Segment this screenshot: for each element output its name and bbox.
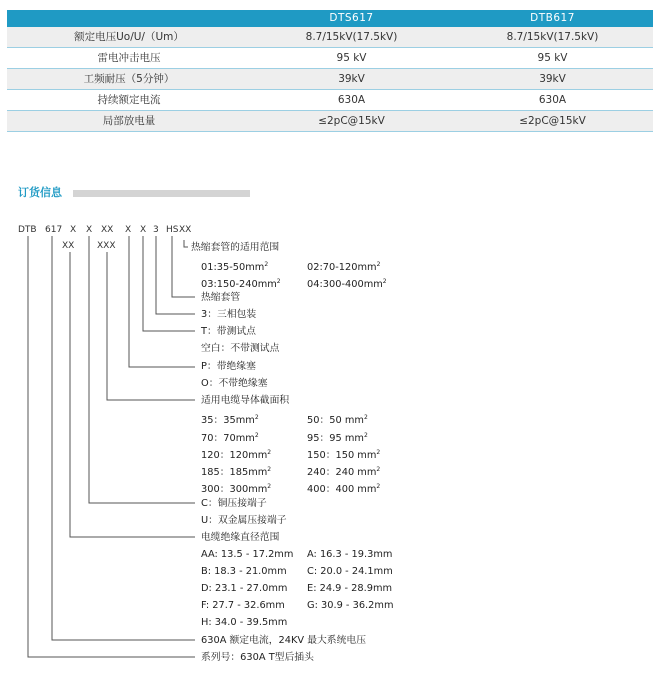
cross-section-item: 95：95 $mm^2$ xyxy=(307,432,368,444)
sleeve-range-03: $03:150-240mm^2$ xyxy=(201,278,281,290)
cross-section-item: 120：$120mm^2$ xyxy=(201,449,272,461)
dts-value: ≤2pC@15kV xyxy=(318,115,385,127)
param-cell: 局部放电量 xyxy=(102,115,156,127)
order-info-title: 订货信息 xyxy=(18,186,62,199)
insulation-range-item: A: 16.3 - 19.3mm xyxy=(307,549,393,560)
dts-value: 39kV xyxy=(338,73,365,85)
with-plug-label: P：带绝缘塞 xyxy=(201,361,256,372)
code-token-section: XX xyxy=(101,225,114,235)
test-point-label: T：带测试点 xyxy=(201,326,256,337)
sleeve-range-title: 热缩套管的适用范围 xyxy=(191,242,280,253)
insulation-range-item: C: 20.0 - 24.1mm xyxy=(307,566,393,577)
cross-section-title: 适用电缆导体截面积 xyxy=(201,395,290,406)
no-plug-label: O：不带绝缘塞 xyxy=(201,378,268,389)
dtb-value: 8.7/15kV(17.5kV) xyxy=(506,31,599,43)
three-phase-label: 3：三相包装 xyxy=(201,309,257,320)
param-cell: 额定电压Uo/U/（Um） xyxy=(74,31,184,43)
dtb-value: ≤2pC@15kV xyxy=(519,115,586,127)
code-token-series: DTB xyxy=(18,225,37,235)
sleeve-range-04: $04:300-400mm^2$ xyxy=(307,278,387,290)
code-token-hs: HS xyxy=(166,225,179,235)
param-cell: 工频耐压（5分钟） xyxy=(83,73,175,85)
insulation-range-item: F: 27.7 - 32.6mm xyxy=(201,600,285,611)
insulation-range-item: E: 24.9 - 28.9mm xyxy=(307,583,393,594)
cross-section-item: 70：$70mm^2$ xyxy=(201,432,259,444)
cross-section-item: 185：$185mm^2$ xyxy=(201,466,272,478)
insulation-range-title: 电缆绝缘直径范围 xyxy=(201,532,280,543)
cross-section-item: 50：50 $mm^2$ xyxy=(307,414,368,426)
cross-section-item: 400：400 $mm^2$ xyxy=(307,483,381,495)
param-cell: 持续额定电流 xyxy=(97,94,161,106)
code-token-model: 617 xyxy=(45,225,63,235)
code-token-plug: X xyxy=(125,225,132,235)
sleeve-range-01: $01:35-50mm^2$ xyxy=(201,261,269,273)
cross-section-item: 240：240 $mm^2$ xyxy=(307,466,381,478)
no-test-point-label: 空白：不带测试点 xyxy=(201,343,280,354)
dts-value: 8.7/15kV(17.5kV) xyxy=(305,31,398,43)
header-dtb617: DTB617 xyxy=(530,12,575,24)
header-dts617: DTS617 xyxy=(329,12,374,24)
insulation-range-item: H: 34.0 - 39.5mm xyxy=(201,617,288,628)
copper-lug-label: C：铜压接端子 xyxy=(201,498,267,509)
rated-current-label: 630A 额定电流，24KV 最大系统电压 xyxy=(201,635,366,646)
sleeve-range-02: $02:70-120mm^2$ xyxy=(307,261,381,273)
code-subtoken-section: XXX xyxy=(97,241,116,251)
dtb-value: 95 kV xyxy=(537,52,568,64)
insulation-range-item: B: 18.3 - 21.0mm xyxy=(201,566,287,577)
dtb-value: 39kV xyxy=(539,73,566,85)
code-token-phase: 3 xyxy=(153,225,159,235)
insulation-range-item: G: 30.9 - 36.2mm xyxy=(307,600,394,611)
cross-section-item: 300：$300mm^2$ xyxy=(201,483,272,495)
heat-shrink-label: 热缩套管 xyxy=(201,292,241,303)
series-label: 系列号：630A T型后插头 xyxy=(201,652,314,663)
dts-value: 95 kV xyxy=(336,52,367,64)
insulation-range-item: AA: 13.5 - 17.2mm xyxy=(201,549,294,560)
cross-section-item: 150：150 $mm^2$ xyxy=(307,449,381,461)
code-token-test: X xyxy=(140,225,147,235)
code-token-sleeve: XX xyxy=(179,225,192,235)
code-subtoken-insulation: XX xyxy=(62,241,75,251)
code-token-lug: X xyxy=(86,225,93,235)
cross-section-item: 35：$35mm^2$ xyxy=(201,414,259,426)
code-token-insulation: X xyxy=(70,225,77,235)
insulation-range-item: D: 23.1 - 27.0mm xyxy=(201,583,288,594)
dtb-value: 630A xyxy=(538,94,567,106)
param-cell: 雷电冲击电压 xyxy=(97,52,161,64)
bimetal-lug-label: U：双金属压接端子 xyxy=(201,515,287,526)
dts-value: 630A xyxy=(337,94,366,106)
